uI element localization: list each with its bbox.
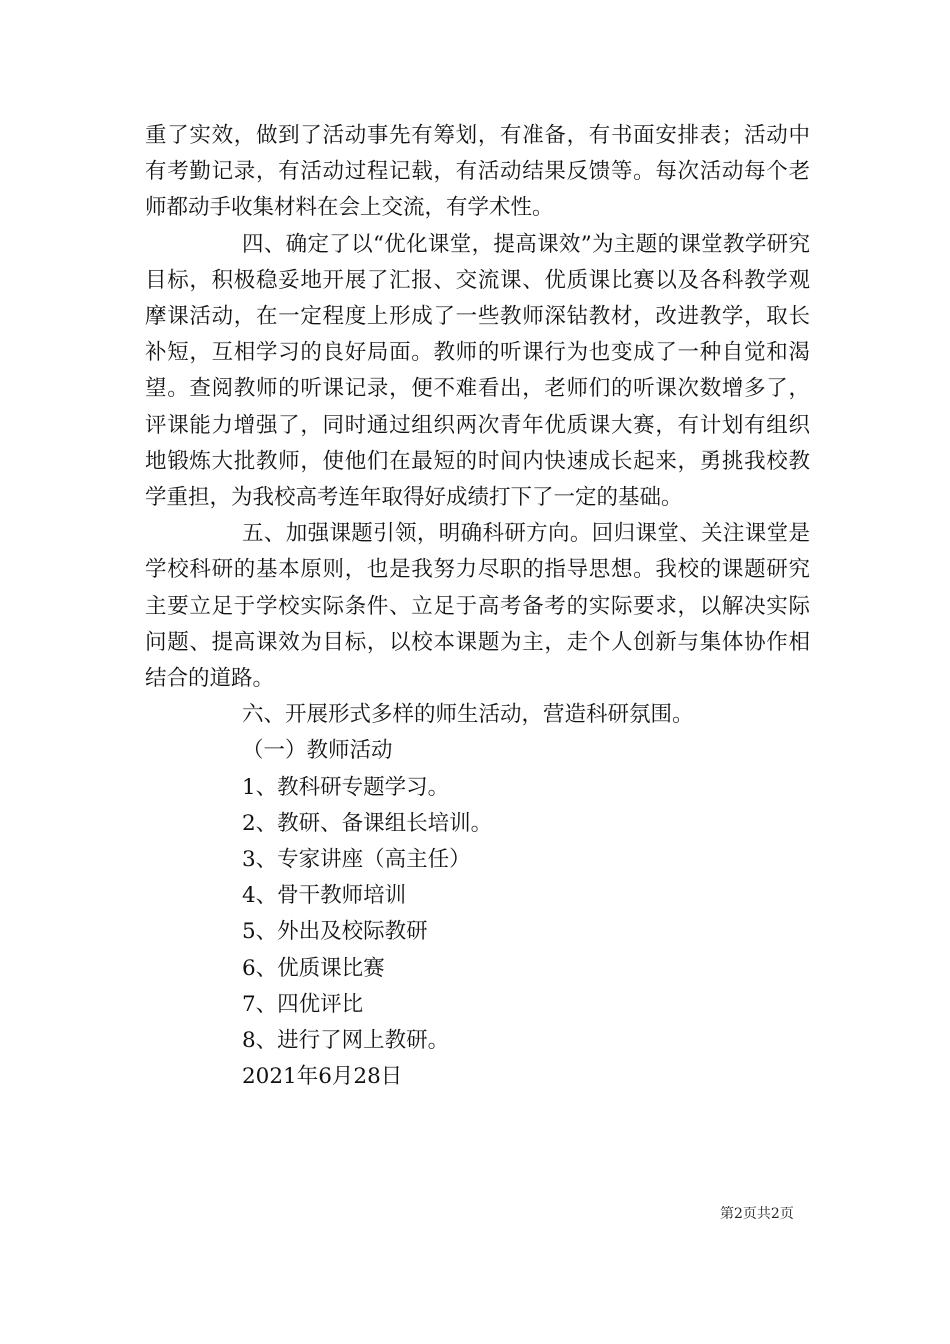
paragraph-section-6: 六、开展形式多样的师生活动，营造科研氛围。 bbox=[242, 702, 694, 728]
paragraph-section-5: 五、加强课题引领，明确科研方向。回归课堂、关注课堂是学校科研的基本原则，也是我努力尽职的指导思想。我校的课题研究主要立足于学校实际条件、立足于高考备考的实际要求，以解决实际问题、提高课效为目标，以校本课题为主，走个人创新与集体协作相结合的道路。 bbox=[145, 521, 810, 692]
list-item: 6、优质课比赛 bbox=[242, 955, 385, 981]
list-item: 5、外出及校际教研 bbox=[242, 919, 428, 945]
list-item: 2、教研、备课组长培训。 bbox=[242, 810, 493, 836]
subheading-teacher-activities: （一）教师活动 bbox=[242, 738, 393, 764]
paragraph-section-4: 四、确定了以“优化课堂，提高课效”为主题的课堂教学研究目标，积极稳妥地开展了汇报、交流课、优质课比赛以及各科教学观摩课活动，在一定程度上形成了一些教师深钻教材，改进教学，取长补短，互相学习的良好局面。教师的听课行为也变成了一种自觉和渴望。查阅教师的听课记录，便不难看出，老师们的听课次数增多了，评课能力增强了，同时通过组织两次青年优质课大赛，有计划有组织地锻炼大批教师，使他们在最短的时间内快速成长起来，勇挑我校教学重担，为我校高考连年取得好成绩打下了一定的基础。 bbox=[145, 231, 810, 511]
list-item: 1、教科研专题学习。 bbox=[242, 774, 450, 800]
list-item: 4、骨干教师培训 bbox=[242, 883, 407, 909]
list-item: 8、进行了网上教研。 bbox=[242, 1028, 450, 1054]
page-number: 第2页共2页 bbox=[720, 1206, 794, 1222]
list-item: 3、专家讲座（高主任） bbox=[242, 847, 471, 873]
list-item: 7、四优评比 bbox=[242, 991, 364, 1017]
document-body bbox=[145, 118, 810, 1095]
paragraph-continued: 重了实效，做到了活动事先有筹划，有准备，有书面安排表；活动中有考勤记录，有活动过程记载，有活动结果反馈等。每次活动每个老师都动手收集材料在会上交流，有学术性。 bbox=[145, 123, 810, 221]
document-date: 2021年6月28日 bbox=[242, 1064, 403, 1090]
